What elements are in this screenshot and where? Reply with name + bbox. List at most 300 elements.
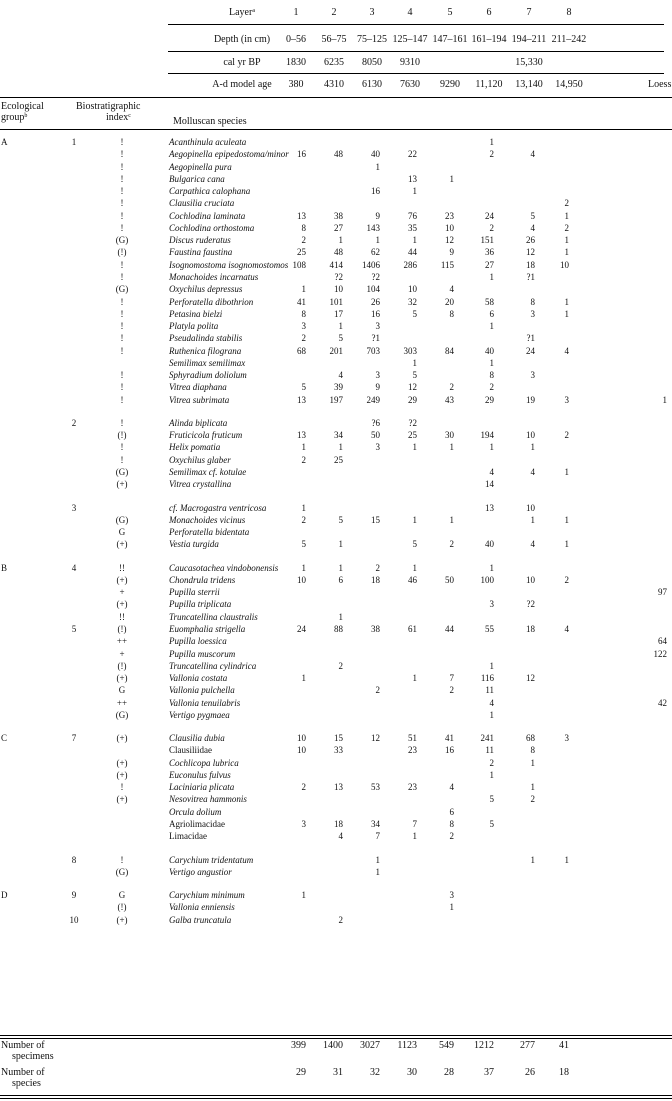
species-name: Vestia turgida [169,539,219,549]
count-cell: 53 [371,782,380,792]
count-cell: ?2 [408,418,417,428]
species-name: Isognomostoma isognomostomos [169,260,289,270]
count-cell: 1 [338,612,343,622]
biostrat-index: ! [120,855,124,865]
species-name: Ruthenica filograna [169,346,242,356]
count-cell: 1 [338,442,343,452]
species-name: Vallonia tenuilabris [169,698,241,708]
count-cell: 16 [297,149,306,159]
biostrat-index: !! [119,612,125,622]
count-cell: 1 [301,890,306,900]
count-cell: 1 [338,321,343,331]
species-name: Acanthinula aculeata [169,137,247,147]
biostrat-index: ! [120,321,124,331]
count-cell: 48 [334,247,343,257]
eco-group-letter: C [1,733,8,743]
species-name: Cochlodina laminata [169,211,246,221]
count-cell: 3 [530,370,535,380]
biostrat-index: (G) [115,467,129,477]
count-cell: 703 [366,346,380,356]
count-cell: 1 [530,515,535,525]
specimen-count-3: 3027 [360,1040,380,1051]
species-name: Vitrea subrimata [169,395,230,405]
specimens-label-2: specimens [12,1051,54,1062]
count-cell: 58 [485,297,494,307]
count-cell: 36 [485,247,494,257]
eco-group-letter: A [1,137,8,147]
count-cell: 2 [564,430,569,440]
count-cell: 1 [564,309,569,319]
species-name: cf. Macrogastra ventricosa [169,503,267,513]
species-name: Clausilia dubia [169,733,225,743]
count-cell: 286 [403,260,417,270]
species-name: Vallonia enniensis [169,902,235,912]
species-name: Platyla polita [169,321,219,331]
species-name: Nesovitrea hammonis [169,794,247,804]
count-cell: 38 [371,624,380,634]
count-cell: 10 [526,430,535,440]
count-cell: 24 [526,346,535,356]
count-cell: 1 [489,442,494,452]
count-cell: 1 [412,358,417,368]
count-cell: 50 [371,430,380,440]
count-cell: 8 [301,223,306,233]
count-cell: 1 [412,235,417,245]
biostrat-index: (+) [116,770,128,780]
eco-subgroup-number: 10 [69,915,79,925]
count-cell: 39 [334,382,343,392]
species-name: Galba truncatula [169,915,232,925]
eco-group-letter: B [1,563,8,573]
count-cell: 7 [449,673,454,683]
count-cell: 12 [445,235,454,245]
species-header: Molluscan species [173,116,247,127]
count-cell: 2 [449,685,454,695]
count-cell: 17 [334,309,343,319]
count-cell: 18 [526,624,535,634]
model-age-value-8: 14,950 [555,79,583,90]
count-cell: 4 [564,624,569,634]
count-cell: 1 [412,673,417,683]
count-cell: 27 [485,260,494,270]
count-cell: 25 [408,430,417,440]
loess-header: Loess [648,79,672,90]
species-name: Carychium tridentatum [169,855,254,865]
rule-header-bottom [0,129,672,130]
count-cell: 2 [564,198,569,208]
count-cell: 76 [408,211,417,221]
count-cell: 10 [526,503,535,513]
count-cell: 16 [371,186,380,196]
count-cell: 1 [530,442,535,452]
biostrat-index: ! [120,418,124,428]
species-count-3: 32 [370,1067,380,1078]
layer-header: Layer$^a$ [229,7,255,18]
count-cell: 34 [371,819,380,829]
count-cell: 12 [408,382,417,392]
count-cell: 10 [334,284,343,294]
count-cell: 2 [489,382,494,392]
specimen-count-1: 399 [291,1040,306,1051]
count-cell: 2 [301,235,306,245]
count-cell: 40 [371,149,380,159]
biostrat-index: ! [120,382,124,392]
count-cell: 8 [530,297,535,307]
count-cell: 3 [489,599,494,609]
count-cell: 1 [338,563,343,573]
depth-value-8: 211–242 [551,34,587,45]
count-cell: 6 [449,807,454,817]
count-cell: 1 [301,442,306,452]
count-cell: 3 [375,442,380,452]
biostrat-index: ! [120,333,124,343]
species-name: Oxychilus depressus [169,284,243,294]
biostrat-index: ! [120,455,124,465]
count-cell: ?1 [526,272,535,282]
depth-value-7: 194–211 [511,34,547,45]
count-cell: 3 [301,819,306,829]
count-cell: 1 [530,855,535,865]
species-name: Perforatella bidentata [169,527,250,537]
rule-cal [168,73,664,74]
model-age-value-3: 6130 [362,79,382,90]
cal-bp-value-4: 9310 [400,57,420,68]
species-name: Agriolimacidae [169,819,225,829]
rule-footer-2 [0,1038,672,1039]
species-name: Laciniaria plicata [169,782,235,792]
layer-number-6: 6 [486,7,492,18]
eco-subgroup-number: 5 [71,624,77,634]
count-cell: 64 [658,636,667,646]
count-cell: 6 [338,575,343,585]
species-name: Truncatellina cylindrica [169,661,257,671]
count-cell: 62 [371,247,380,257]
species-name: Helix pomatia [169,442,221,452]
count-cell: 1 [489,321,494,331]
species-name: Pupilla loessica [169,636,227,646]
model-age-value-7: 13,140 [515,79,543,90]
species-name: Orcula dolium [169,807,222,817]
depth-header: Depth (in cm) [213,34,271,45]
species-name: Monachoides vicinus [169,515,246,525]
count-cell: 201 [329,346,343,356]
count-cell: 1 [489,770,494,780]
biostrat-index: (+) [116,599,128,609]
species-name: Clausilia cruciata [169,198,235,208]
count-cell: 414 [329,260,343,270]
species-name: Cochlicopa lubrica [169,758,239,768]
count-cell: ?2 [334,272,343,282]
biostrat-index: ! [120,395,124,405]
count-cell: 10 [297,745,306,755]
count-cell: 4 [564,346,569,356]
species-name: Chondrula tridens [169,575,236,585]
eco-group-letter: D [1,890,8,900]
species-count-8: 18 [559,1067,569,1078]
count-cell: 5 [338,515,343,525]
count-cell: 13 [334,782,343,792]
biostrat-index: (+) [116,539,128,549]
count-cell: 4 [530,223,535,233]
specimen-count-7: 277 [520,1040,535,1051]
biostrat-index: (G) [115,710,129,720]
eco-subgroup-number: 9 [71,890,77,900]
species-name: Carpathica calophana [169,186,251,196]
species-name: Euconulus fulvus [169,770,231,780]
count-cell: 13 [297,211,306,221]
eco-subgroup-number: 1 [71,137,77,147]
cal-bp-value-1: 1830 [286,57,306,68]
layer-number-2: 2 [331,7,337,18]
count-cell: 25 [334,455,343,465]
count-cell: 13 [297,395,306,405]
specimen-count-8: 41 [559,1040,569,1051]
count-cell: 18 [371,575,380,585]
count-cell: 2 [375,563,380,573]
biostrat-index: ! [120,297,124,307]
count-cell: 44 [408,247,417,257]
count-cell: 46 [408,575,417,585]
count-cell: 33 [334,745,343,755]
count-cell: 2 [449,539,454,549]
count-cell: ?2 [371,272,380,282]
count-cell: 1 [412,563,417,573]
count-cell: 1 [301,563,306,573]
model-age-value-4: 7630 [400,79,420,90]
species-name: Vertigo pygmaea [169,710,230,720]
species-name: Limacidae [169,831,207,841]
bio-index-header-2: index$^c$ [106,112,131,123]
count-cell: 2 [449,831,454,841]
count-cell: 1 [530,758,535,768]
count-cell: 4 [530,539,535,549]
count-cell: 3 [375,370,380,380]
species-name: Clausiliidae [169,745,212,755]
eco-subgroup-number: 3 [71,503,77,513]
count-cell: 5 [301,539,306,549]
count-cell: 84 [445,346,454,356]
layer-number-1: 1 [293,7,299,18]
depth-value-4: 125–147 [392,34,428,45]
count-cell: 194 [480,430,494,440]
biostrat-index: (G) [115,235,129,245]
species-name: Faustina faustina [169,247,233,257]
count-cell: 1 [489,661,494,671]
species-name: Vallonia pulchella [169,685,235,695]
biostrat-index: (!) [117,247,127,257]
species-name: Vallonia costata [169,673,228,683]
count-cell: 2 [301,782,306,792]
count-cell: 12 [371,733,380,743]
species-name: Bulgarica cana [169,174,225,184]
count-cell: 1406 [362,260,380,270]
biostrat-index: ! [120,162,124,172]
species-name: Euomphalia strigella [169,624,246,634]
species-count-2: 31 [333,1067,343,1078]
count-cell: 18 [334,819,343,829]
species-name: Monachoides incarnatus [169,272,259,282]
count-cell: 16 [371,309,380,319]
eco-subgroup-number: 7 [71,733,77,743]
species-name: Vertigo angustior [169,867,232,877]
count-cell: 68 [297,346,306,356]
count-cell: 1 [375,235,380,245]
species-name: Carychium minimum [169,890,245,900]
species-name: Fruticicola fruticum [169,430,243,440]
count-cell: 12 [526,247,535,257]
count-cell: 1 [301,673,306,683]
species-count-1: 29 [296,1067,306,1078]
biostrat-index: + [119,649,125,659]
rule-layer [168,24,664,25]
count-cell: 2 [489,149,494,159]
layer-number-3: 3 [369,7,375,18]
biostrat-index: (+) [116,758,128,768]
species-name: Vitrea crystallina [169,479,232,489]
count-cell: 8 [301,309,306,319]
count-cell: 24 [297,624,306,634]
count-cell: 241 [480,733,494,743]
specimens-label-1: Number of [1,1040,45,1051]
count-cell: 2 [489,223,494,233]
count-cell: 10 [560,260,569,270]
layer-number-7: 7 [526,7,532,18]
count-cell: 13 [485,503,494,513]
count-cell: 1 [564,247,569,257]
count-cell: 8 [449,819,454,829]
count-cell: 108 [292,260,306,270]
count-cell: 1 [564,539,569,549]
count-cell: 2 [564,575,569,585]
depth-value-2: 56–75 [321,34,347,45]
species-count-7: 26 [525,1067,535,1078]
species-name: Pupilla triplicata [169,599,232,609]
count-cell: 1 [489,563,494,573]
count-cell: 1 [489,710,494,720]
count-cell: 8 [489,370,494,380]
count-cell: 7 [412,819,417,829]
species-name: Perforatella dibothrion [169,297,254,307]
biostrat-index: (!) [117,661,127,671]
count-cell: 42 [658,698,667,708]
count-cell: 8 [449,309,454,319]
count-cell: 9 [375,382,380,392]
count-cell: 16 [445,745,454,755]
biostrat-index: ! [120,346,124,356]
biostrat-index: ! [120,272,124,282]
count-cell: 5 [530,211,535,221]
count-cell: 29 [485,395,494,405]
count-cell: 1 [375,855,380,865]
count-cell: 5 [301,382,306,392]
count-cell: 19 [526,395,535,405]
count-cell: 2 [301,455,306,465]
model-age-value-5: 9290 [440,79,460,90]
count-cell: 122 [653,649,667,659]
count-cell: 2 [449,382,454,392]
count-cell: 249 [366,395,380,405]
count-cell: 1 [301,284,306,294]
model-age-value-2: 4310 [324,79,344,90]
biostrat-index: G [118,890,126,900]
count-cell: 11 [485,745,494,755]
count-cell: 40 [485,539,494,549]
depth-value-6: 161–194 [471,34,507,45]
count-cell: 61 [408,624,417,634]
cal-bp-value-2: 6235 [324,57,344,68]
count-cell: 38 [334,211,343,221]
rule-bottom-1 [0,1095,672,1096]
count-cell: 6 [489,309,494,319]
count-cell: 1 [449,442,454,452]
count-cell: 9 [449,247,454,257]
count-cell: 5 [489,794,494,804]
species-count-label-2: species [12,1078,41,1089]
count-cell: 5 [489,819,494,829]
count-cell: 1 [530,782,535,792]
count-cell: 88 [334,624,343,634]
biostrat-index: ! [120,198,124,208]
species-name: Semilimax cf. kotulae [169,467,247,477]
bio-index-header-1: Biostratigraphic [76,101,141,112]
count-cell: 4 [530,467,535,477]
count-cell: 3 [375,321,380,331]
count-cell: 13 [408,174,417,184]
count-cell: 115 [440,260,454,270]
species-count-label-1: Number of [1,1067,45,1078]
count-cell: 2 [489,758,494,768]
count-cell: 2 [338,661,343,671]
layer-number-5: 5 [447,7,453,18]
biostrat-index: ! [120,149,124,159]
count-cell: 20 [445,297,454,307]
count-cell: 1 [489,137,494,147]
biostrat-index: ! [120,211,124,221]
model-age-value-1: 380 [288,79,304,90]
specimen-count-6: 1212 [474,1040,494,1051]
rule-bottom-2 [0,1098,672,1099]
count-cell: 41 [297,297,306,307]
count-cell: 3 [301,321,306,331]
rule-header-top [0,97,672,98]
count-cell: 303 [403,346,417,356]
rule-footer-1 [0,1035,672,1036]
count-cell: 32 [408,297,417,307]
count-cell: 5 [412,370,417,380]
count-cell: 116 [480,673,494,683]
count-cell: 15 [334,733,343,743]
species-name: Alinda biplicata [169,418,228,428]
count-cell: 1 [412,442,417,452]
count-cell: 2 [301,333,306,343]
count-cell: 14 [485,479,494,489]
count-cell: 1 [564,211,569,221]
species-name: Aegopinella epipedostoma/minor [169,149,289,159]
layer-number-4: 4 [407,7,413,18]
count-cell: 18 [526,260,535,270]
biostrat-index: (G) [115,284,129,294]
count-cell: 51 [408,733,417,743]
species-name: Pupilla sterrii [169,587,220,597]
eco-subgroup-number: 4 [71,563,77,573]
count-cell: 27 [334,223,343,233]
species-name: Petasina bielzi [169,309,223,319]
species-count-4: 30 [407,1067,417,1078]
count-cell: 2 [530,794,535,804]
count-cell: ?6 [371,418,380,428]
count-cell: ?1 [371,333,380,343]
count-cell: 3 [564,733,569,743]
